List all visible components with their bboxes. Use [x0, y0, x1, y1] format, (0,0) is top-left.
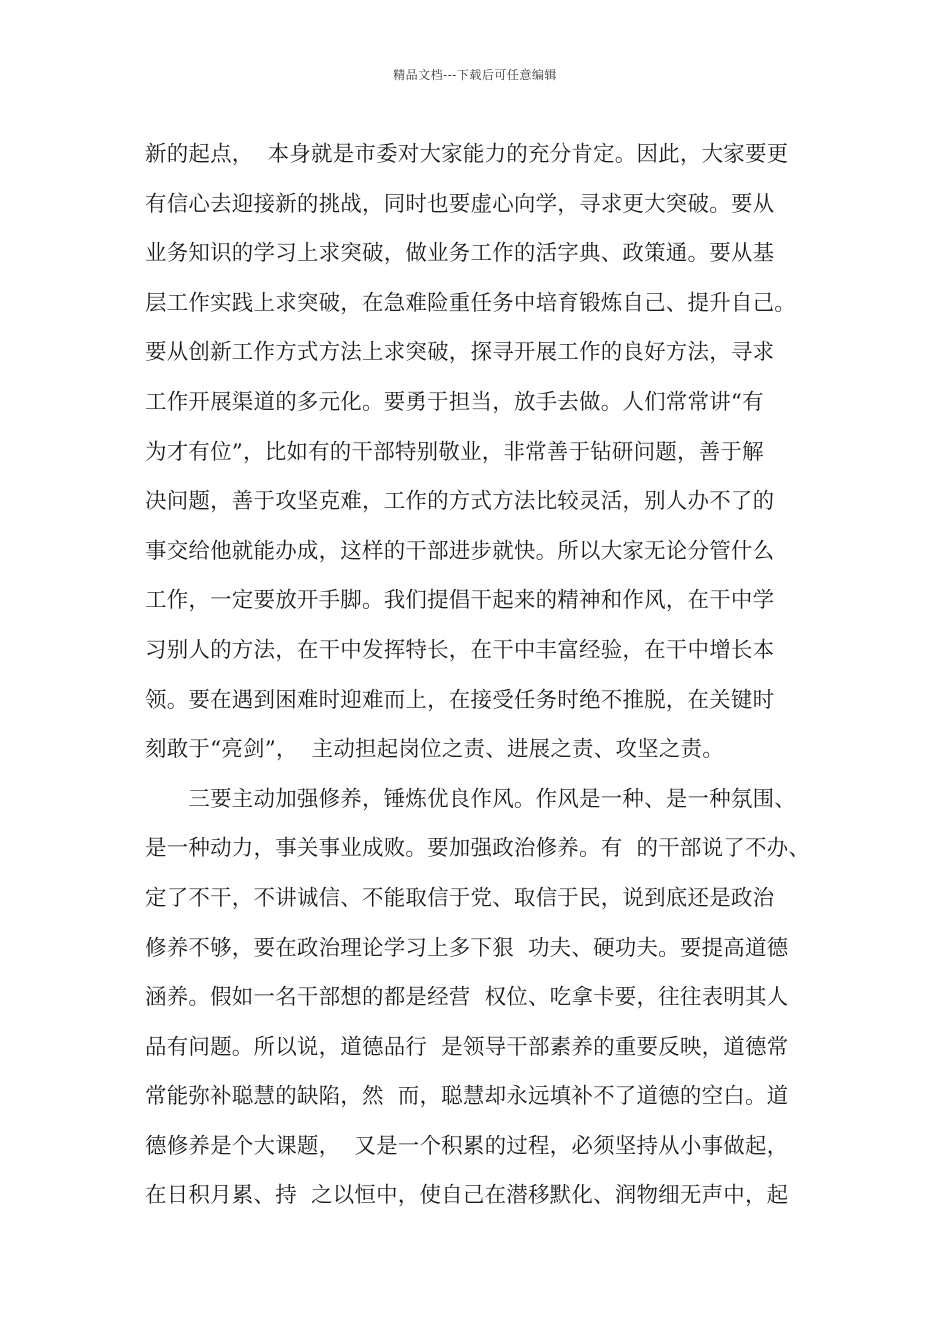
text-line: 事交给他就能办成，这样的干部进步就快。所以大家无论分管什么	[145, 538, 775, 564]
document-body	[145, 130, 815, 1221]
text-line: 有信心去迎接新的挑战，同时也要虚心向学，寻求更大突破。要从	[145, 191, 775, 217]
text-line: 工作，一定要放开手脚。我们提倡干起来的精神和作风，在干中学	[145, 588, 775, 614]
text-line: 刻敢于“亮剑”， 主动担起岗位之责、进展之责、攻坚之责。	[145, 737, 724, 763]
text-line: 在日积月累、持 之以恒中，使自己在潜移默化、润物细无声中，起	[145, 1183, 789, 1209]
text-line: 习别人的方法，在干中发挥特长，在干中丰富经验，在干中增长本	[145, 637, 775, 663]
text-line: 是一种动力，事关事业成败。要加强政治修养。有 的干部说了不办、	[145, 836, 811, 862]
text-line: 层工作实践上求突破，在急难险重任务中培育锻炼自己、提升自己。	[145, 290, 797, 316]
text-line: 德修养是个大课题， 又是一个积累的过程，必须坚持从小事做起，	[145, 1133, 789, 1159]
text-line: 领。要在遇到困难时迎难而上，在接受任务时绝不推脱，在关键时	[145, 687, 775, 713]
text-line: 三要主动加强修养，锤炼优良作风。作风是一种、是一种氛围、	[145, 786, 797, 812]
text-line: 修养不够，要在政治理论学习上多下狠 功夫、硬功夫。要提高道德	[145, 935, 789, 961]
page-header: 精品文档---下载后可任意编辑	[393, 68, 557, 82]
text-line: 常能弥补聪慧的缺陷，然 而，聪慧却永远填补不了道德的空白。道	[145, 1084, 789, 1110]
text-line: 新的起点， 本身就是市委对大家能力的充分肯定。因此，大家要更	[145, 142, 789, 167]
text-line: 涵养。假如一名干部想的都是经营 权位、吃拿卡要，往往表明其人	[145, 985, 789, 1011]
text-line: 为才有位”，比如有的干部特别敬业，非常善于钻研问题，善于解	[145, 439, 764, 465]
text-line: 工作开展渠道的多元化。要勇于担当，放手去做。人们常常讲“有	[145, 389, 764, 415]
text-line: 要从创新工作方式方法上求突破，探寻开展工作的良好方法，寻求	[145, 340, 775, 366]
text-line: 决问题，善于攻坚克难，工作的方式方法比较灵活，别人办不了的	[145, 489, 775, 515]
text-line: 定了不干，不讲诚信、不能取信于党、取信于民，说到底还是政治	[145, 885, 775, 911]
text-line: 品有问题。所以说，道德品行 是领导干部素养的重要反映，道德常	[145, 1034, 789, 1060]
text-line: 业务知识的学习上求突破，做业务工作的活字典、政策通。要从基	[145, 241, 775, 267]
